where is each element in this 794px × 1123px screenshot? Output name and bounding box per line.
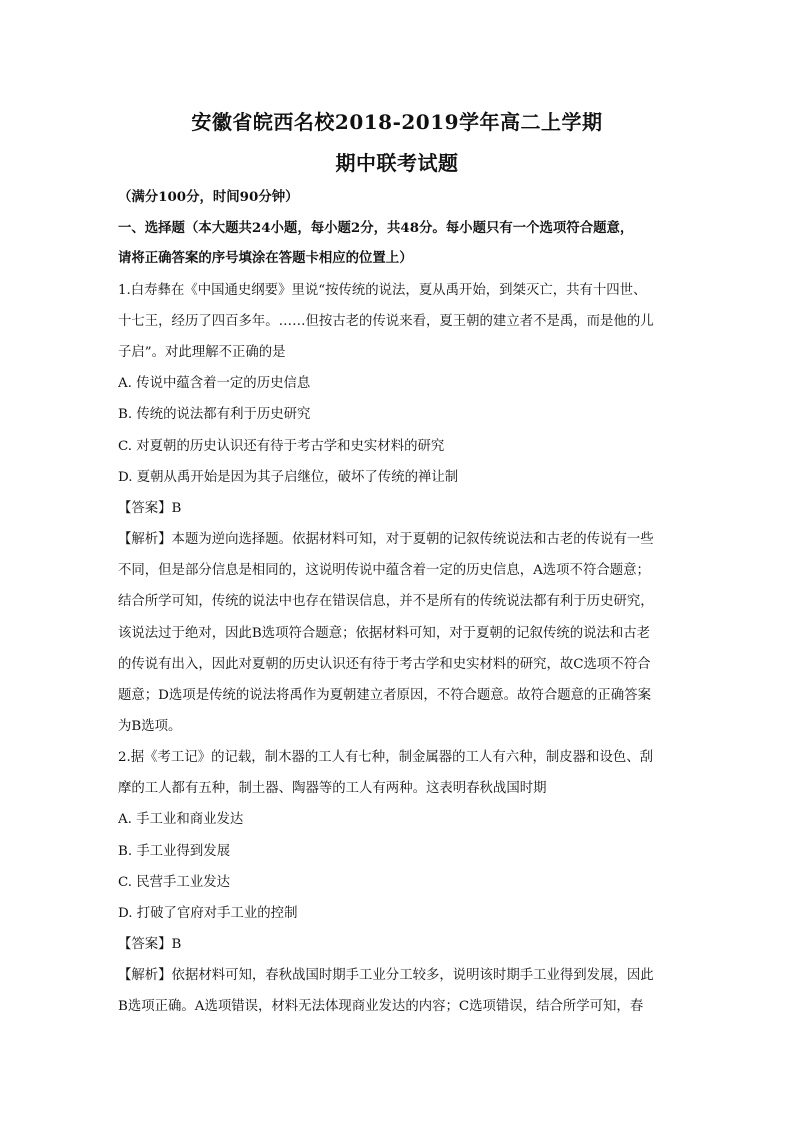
question-2-answer: 【答案】B [118, 937, 182, 952]
exam-info: （满分100分，时间90分钟） [118, 189, 299, 205]
question-1-analysis-line1: 【解析】本题为逆向选择题。依据材料可知，对于夏朝的记叙传统说法和古老的传说有一些 [118, 532, 654, 547]
question-1-option-d: D. 夏朝从禹开始是因为其子启继位，破坏了传统的禅让制 [118, 470, 459, 485]
question-1-option-a: A. 传说中蕴含着一定的历史信息 [118, 376, 311, 391]
question-2-option-c: C. 民营手工业发达 [118, 875, 231, 890]
question-2-stem-line1: 2.据《考工记》的记载，制木器的工人有七种，制金属器的工人有六种，制皮器和设色、刮 [118, 750, 654, 765]
question-1-analysis-line7: 为B选项。 [118, 719, 182, 734]
question-2-analysis-line2: B选项正确。A选项错误，材料无法体现商业发达的内容；C选项错误，结合所学可知，春 [118, 999, 644, 1014]
question-1-stem-line2: 十七王，经历了四百多年。……但按古老的传说来看，夏王朝的建立者不是禹，而是他的儿 [118, 314, 654, 329]
question-2-option-a: A. 手工业和商业发达 [118, 812, 244, 827]
question-1-analysis-line3: 结合所学可知，传统的说法中也存在错误信息，并不是所有的传统说法都有利于历史研究， [118, 594, 654, 609]
question-1-option-b: B. 传统的说法都有利于历史研究 [118, 407, 311, 422]
question-1-analysis-line5: 的传说有出入，因此对夏朝的历史认识还有待于考古学和史实材料的研究，故C选项不符合 [118, 657, 651, 672]
question-2-stem-line2: 摩的工人都有五种，制土器、陶器等的工人有两种。这表明春秋战国时期 [118, 781, 547, 796]
question-1-analysis-line6: 题意；D选项是传统的说法将禹作为夏朝建立者原因，不符合题意。故符合题意的正确答案 [118, 688, 651, 703]
question-2-analysis-line1: 【解析】依据材料可知，春秋战国时期手工业分工较多，说明该时期手工业得到发展，因此 [118, 968, 654, 983]
question-1-stem-line3: 子启”。对此理解不正确的是 [118, 345, 286, 360]
question-1-analysis-line4: 该说法过于绝对，因此B选项符合题意；依据材料可知，对于夏朝的记叙传统的说法和古老 [118, 626, 651, 641]
question-1-analysis-line2: 不同，但是部分信息是相同的，这说明传说中蕴含着一定的历史信息，A选项不符合题意； [118, 563, 650, 578]
question-2-option-d: D. 打破了官府对手工业的控制 [118, 906, 298, 921]
document-title-line1: 安徽省皖西名校2018-2019学年高二上学期 [191, 110, 603, 134]
document-title-line2: 期中联考试题 [335, 151, 459, 175]
section-instruction-line1: 一、选择题（本大题共24小题，每小题2分，共48分。每小题只有一个选项符合题意， [118, 220, 634, 236]
section-instruction-line2: 请将正确答案的序号填涂在答题卡相应的位置上） [118, 250, 413, 266]
question-1-stem-line1: 1.白寿彝在《中国通史纲要》里说“按传统的说法，夏从禹开始，到桀灭亡，共有十四世、 [118, 283, 647, 298]
question-1-option-c: C. 对夏朝的历史认识还有待于考古学和史实材料的研究 [118, 439, 445, 454]
question-1-answer: 【答案】B [118, 501, 182, 516]
question-2-option-b: B. 手工业得到发展 [118, 844, 231, 859]
